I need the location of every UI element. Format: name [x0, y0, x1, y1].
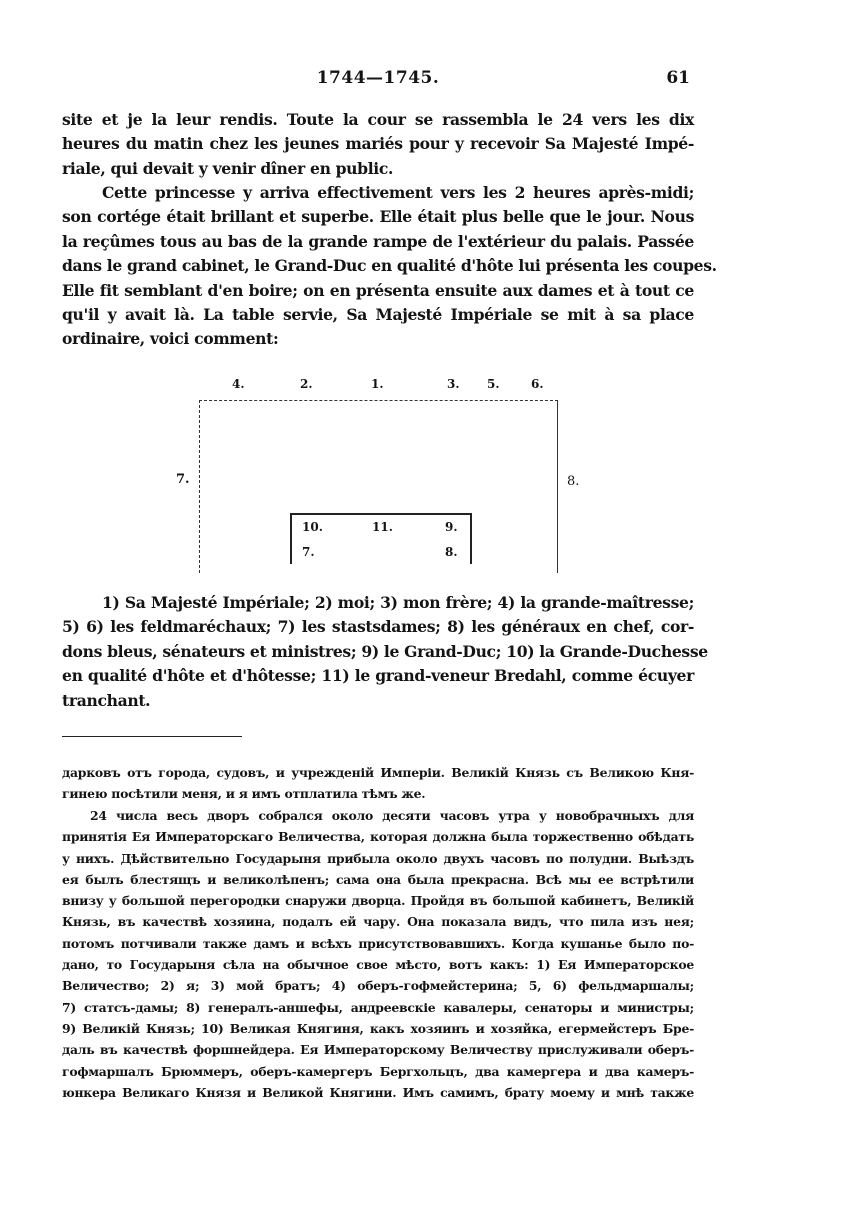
text-line: 24 числа весь дворъ собрался около десяти часовъ утра у новобрачныхъ для	[90, 808, 694, 823]
text-line: son cortége était brillant et superbe. Elle était plus belle que le jour. Nous	[62, 207, 694, 227]
text-line: гинею посѣтили меня, и я имъ отплатила тѣмъ же.	[62, 786, 426, 802]
inner-seat-11: 11.	[372, 520, 393, 534]
seat-label-2: 2.	[300, 377, 313, 391]
text-line: дано, то Государыня сѣла на обычное свое мѣсто, вотъ какъ: 1) Ея Императорское	[62, 957, 694, 973]
inner-table-outline	[290, 513, 472, 564]
text-line: dons bleus, sénateurs et ministres; 9) le Grand-Duc; 10) la Grande-Duchesse	[62, 641, 708, 661]
text-line: гофмаршалъ Брюммеръ, оберъ-камергеръ Бергхольцъ, два камергера и два камеръ-	[62, 1063, 694, 1079]
inner-seat-9: 9.	[445, 520, 458, 534]
text-line: даль въ качествѣ форшнейдера. Ея Императорскому Величеству прислуживали оберъ-	[62, 1042, 694, 1058]
inner-seat-10: 10.	[302, 520, 323, 534]
text-line: Величество; 2) я; 3) мой братъ; 4) оберъ-гофмейстерина; 5, 6) фельдмаршалы;	[62, 978, 694, 994]
text-line: 1) Sa Majesté Impériale; 2) moi; 3) mon frère; 4) la grande-maîtresse;	[102, 593, 694, 612]
text-line: en qualité d'hôte et d'hôtesse; 11) le grand-veneur Bredahl, comme écuyer	[62, 666, 694, 686]
text-line: dans le grand cabinet, le Grand-Duc en qualité d'hôte lui présenta les coupes.	[62, 256, 717, 276]
footnote-separator-rule	[62, 736, 242, 737]
russian-paragraph-2	[62, 805, 694, 1103]
text-line: дарковъ отъ города, судовъ, и учрежденій Имперіи. Великій Князь съ Великою Кня-	[62, 765, 694, 780]
text-line: tranchant.	[62, 690, 151, 710]
text-line: Elle fit semblant d'en boire; on en présenta ensuite aux dames et à tout ce	[62, 280, 694, 300]
text-line: ordinaire, voici comment:	[62, 329, 279, 349]
seat-label-left-7: 7.	[176, 472, 190, 487]
seat-label-4: 4.	[232, 377, 245, 391]
text-line: heures du matin chez les jeunes mariés pour y recevoir Sa Majesté Impé-	[62, 134, 694, 154]
text-line: site et je la leur rendis. Toute la cour se rassembla le 24 vers les dix	[62, 110, 694, 129]
seat-label-right-8: 8.	[567, 474, 580, 489]
table-seating-diagram	[160, 370, 620, 580]
seat-label-5: 5.	[487, 377, 500, 391]
french-paragraph-2	[62, 181, 717, 352]
text-line: принятія Ея Императорскаго Величества, которая должна была торжественно обѣдать	[62, 829, 694, 845]
text-line: юнкера Великаго Князя и Великой Княгини. Имъ самимъ, брату моему и мнѣ также	[62, 1084, 694, 1100]
text-line: 5) 6) les feldmaréchaux; 7) les stastsdames; 8) les généraux en chef, cor-	[62, 617, 694, 637]
seat-label-6: 6.	[531, 377, 544, 391]
text-line: потомъ потчивали также дамъ и всѣхъ присутствовавшихъ. Когда кушанье было по-	[62, 935, 694, 951]
text-line: внизу у большой перегородки снаружи дворца. Пройдя въ большой кабинетъ, Великій	[62, 893, 694, 909]
running-title: 1744—1745.	[316, 68, 440, 88]
seat-label-3: 3.	[447, 377, 460, 391]
inner-seat-8: 8.	[445, 545, 458, 559]
text-line: ея былъ блестящъ и великолѣпенъ; сама она была прекрасна. Всѣ мы ее встрѣтили	[62, 871, 694, 887]
page-number: 61	[666, 68, 690, 88]
text-line: Cette princesse y arriva effectivement vers les 2 heures après-midi;	[102, 183, 694, 202]
french-paragraph-1	[62, 108, 694, 181]
russian-paragraph-1	[62, 762, 694, 805]
text-line: riale, qui devait y venir dîner en public.	[62, 158, 394, 178]
text-line: la reçûmes tous au bas de la grande rampe de l'extérieur du palais. Passée	[62, 231, 694, 251]
text-line: Князь, въ качествѣ хозяина, подалъ ей чару. Она показала видъ, что пила изъ нея;	[62, 914, 694, 930]
inner-seat-7: 7.	[302, 545, 315, 559]
text-line: 7) статсъ-дамы; 8) генералъ-аншефы, андреевскіе кавалеры, сенаторы и министры;	[62, 999, 694, 1015]
text-line: 9) Великій Князь; 10) Великая Княгиня, какъ хозяинъ и хозяйка, егермейстеръ Бре-	[62, 1020, 694, 1036]
running-header	[62, 68, 694, 90]
text-line: qu'il y avait là. La table servie, Sa Majesté Impériale se mit à sa place	[62, 305, 694, 325]
seating-legend	[62, 591, 708, 713]
seat-label-1: 1.	[371, 377, 384, 391]
text-line: у нихъ. Дѣйствительно Государыня прибыла около двухъ часовъ по полудни. Выѣздъ	[62, 850, 694, 866]
